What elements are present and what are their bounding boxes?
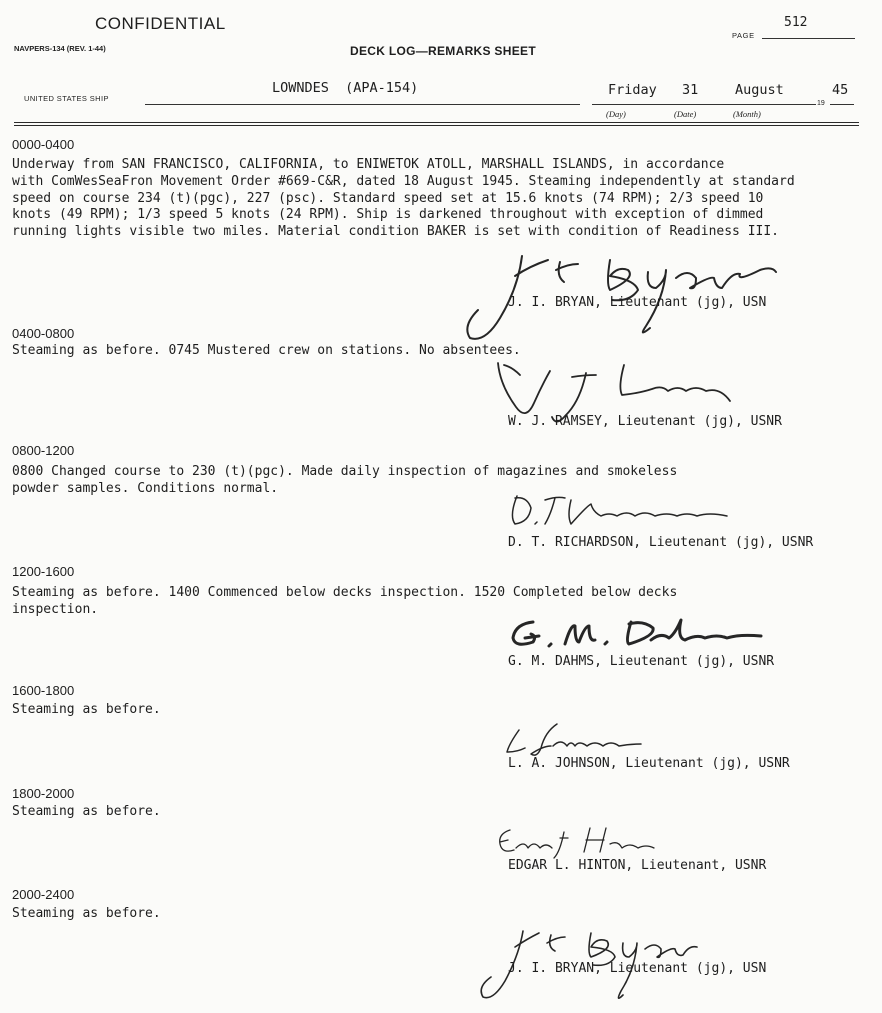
year-prefix: 19 — [817, 100, 825, 107]
watch-remarks — [12, 157, 795, 241]
remark-line: Steaming as before. — [12, 702, 161, 717]
watch-remarks — [12, 804, 161, 821]
classification-mark: CONFIDENTIAL — [95, 14, 226, 33]
watch-remarks — [12, 585, 677, 619]
watch-time: 1800-2000 — [12, 786, 75, 801]
year-value: 45 — [832, 82, 849, 98]
watch-remarks — [12, 906, 161, 923]
remark-line: Underway from SAN FRANCISCO, CALIFORNIA, to ENIWETOK ATOLL, MARSHALL ISLANDS, in accordance — [12, 157, 725, 172]
header-rule-secondary — [14, 125, 859, 126]
officer-signature — [490, 822, 660, 862]
form-number: NAVPERS-134 (REV. 1-44) — [14, 44, 106, 53]
remark-line: powder samples. Conditions normal. — [12, 480, 279, 496]
page-number-line — [762, 38, 855, 39]
remark-line: Steaming as before. — [12, 804, 161, 819]
watch-time: 2000-2400 — [12, 887, 75, 902]
ship-name: LOWNDES (APA-154) — [272, 80, 419, 96]
year-line — [830, 104, 854, 105]
date-caption: (Date) — [674, 109, 697, 119]
remark-line: inspection. — [12, 601, 99, 617]
remark-line: Steaming as before. — [12, 906, 161, 921]
ship-name-line — [145, 104, 580, 105]
month-value: August — [735, 82, 784, 98]
ship-label: UNITED STATES SHIP — [24, 94, 109, 103]
watch-time: 0800-1200 — [12, 443, 75, 458]
remark-line: running lights visible two miles. Material condition BAKER is set with condition of Readiness III. — [12, 224, 780, 240]
watch-time: 1600-1800 — [12, 683, 75, 698]
watch-time: 0000-0400 — [12, 137, 75, 152]
month-caption: (Month) — [733, 109, 761, 119]
remark-line: speed on course 234 (t)(pgc), 227 (psc). Standard speed set at 15.6 knots (74 RPM); 2/3 speed 10 — [12, 190, 764, 206]
header-rule — [14, 122, 859, 123]
day-value: Friday — [608, 82, 657, 98]
watch-time: 1200-1600 — [12, 564, 75, 579]
page-label: PAGE — [732, 31, 755, 40]
date-value: 31 — [682, 82, 699, 98]
remark-line: Steaming as before. 1400 Commenced below decks inspection. 1520 Completed below decks — [12, 585, 678, 600]
officer-signature-block: J. I. BRYAN, Lieutenant (jg), USN — [508, 295, 767, 310]
watch-time: 0400-0800 — [12, 326, 75, 341]
day-caption: (Day) — [606, 109, 626, 119]
page-number: 512 — [784, 15, 808, 30]
remark-line: Steaming as before. 0745 Mustered crew on stations. No absentees. — [12, 343, 521, 358]
officer-signature-block: D. T. RICHARDSON, Lieutenant (jg), USNR — [508, 535, 814, 550]
watch-remarks — [12, 343, 521, 360]
watch-remarks — [12, 702, 161, 719]
date-line — [592, 104, 816, 105]
watch-remarks — [12, 464, 677, 498]
officer-signature-block: L. A. JOHNSON, Lieutenant (jg), USNR — [508, 756, 790, 771]
officer-signature-block: J. I. BRYAN, Lieutenant (jg), USN — [508, 961, 767, 976]
remark-line: with ComWesSeaFron Movement Order #669-C&R, dated 18 August 1945. Steaming independently at standard — [12, 173, 795, 189]
sheet-title: DECK LOG—REMARKS SHEET — [350, 44, 536, 58]
remark-line: knots (49 RPM); 1/3 speed 5 knots (24 RPM). Ship is darkened throughout with exception of dimmed — [12, 207, 764, 223]
officer-signature-block: G. M. DAHMS, Lieutenant (jg), USNR — [508, 654, 775, 669]
officer-signature-block: EDGAR L. HINTON, Lieutenant, USNR — [508, 858, 767, 873]
remark-line: 0800 Changed course to 230 (t)(pgc). Made daily inspection of magazines and smokeless — [12, 464, 678, 479]
officer-signature-block: W. J. RAMSEY, Lieutenant (jg), USNR — [508, 414, 782, 429]
